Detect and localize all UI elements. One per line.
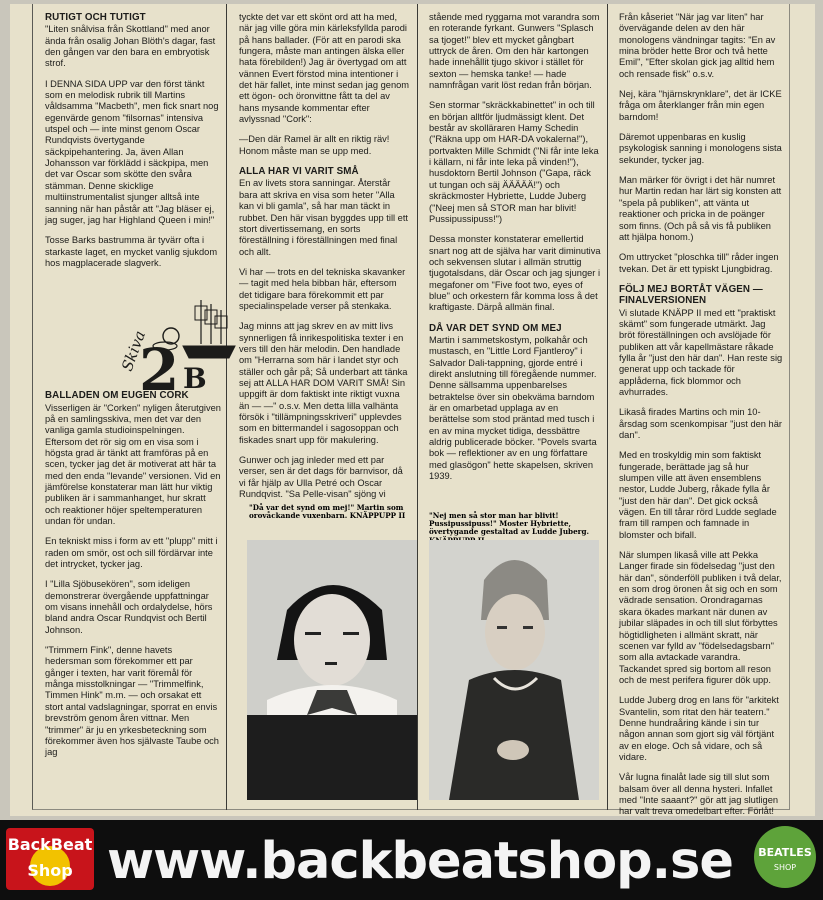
paragraph: Vår lugna finalåt lade sig till slut som balsam över all denna hysteri. Infallet med "Inte saaant?" gör att jag slutligen har valt treva omedelbart efter. Förlåt! xyxy=(619,772,779,817)
shop-logo-line1: BackBeat xyxy=(7,835,93,854)
section-heading: ALLA HAR VI VARIT SMÅ xyxy=(239,166,359,178)
paragraph: Visserligen är "Corken" nyligen återutgiven på en samlingsskiva, men det var den vanliga gamla studioinspelningen. Eftersom det rör sig om en visa som i högsta grad är tänkt att framföras på en scen, tycker jag det är motiverat att här ta med den enda "levande" versionen. Vid en jämförelse konstaterar man lätt hur viktig publiken är i sammanhanget, hur skratt och reaktioner höjer speltemperaturen undan för undan. xyxy=(45,402,221,526)
paragraph: stående med ryggarna mot varandra som en roterande fyrkant. Gunwers "Splasch sa tjoget!" blev ett mycket gångbart uttryck de åren. Om den här kartongen hade innehållit tjugo skivor i stället för sexton — hemska tanke! — hade namnfrågan varit löst redan från början. xyxy=(429,12,600,91)
logo-letter: B xyxy=(183,362,207,395)
paragraph: Martin i sammetskostym, polkahår och mustasch, en "Little Lord Fjantleroy" i Salvador Dali-tappning, gjorde entré i direkt anslutning till föregående nummer. Denne sällsamma uppenbarelses betraktelse över sin obekväma barndom är en omarbetad upplaga av en berättelse som stod präntad med tusch i en av mina mycket tidiga, dessbättre aldrig publicerade böcker. "Povels svarta bok — reflektioner av en ung författare med glasögon" hette skapelsen, skriven 1939. xyxy=(429,334,597,482)
paragraph: Man märker för övrigt i det här numret hur Martin redan har lärt sig konsten att "spela på publiken", att vänta ut reaktioner och pricka in de poänger som finns. (Och på så vis få publiken att hjälpa honom.) xyxy=(619,175,782,242)
photo-caption-1-wrap xyxy=(249,504,414,522)
backbeat-shop-logo[interactable] xyxy=(4,826,96,892)
paragraph: Vi har — trots en del tekniska skavanker — tagit med hela bibban här, eftersom det tidigare bara förekommit ett par specialinspelade verser på stenkaka. xyxy=(239,266,406,311)
paragraph: Jag minns att jag skrev en av mitt livs synnerligen få inrikespolitiska texter i en vers till den här melodin. Den handlade om "Herrarna som här i landet styr och ställer och går på; Så underbart att tänka sej att ALLA HAR DOM VARIT SMÅ! Sin uppgift är dom faktiskt inte riktigt vuxna än — —" o.s.v. Men detta lilla valhänta försök i "tillämpningsskriveri" upplevdes som en bittermandel i sagosoppan och fiskades snart upp för makulering. xyxy=(239,321,408,445)
shop-logo-line2: Shop xyxy=(27,861,73,880)
album-sleeve xyxy=(10,4,815,816)
paragraph: Med en troskyldig min som faktiskt fungerade, berättade jag så hur slumpen ville att även ensemblens nestor, Ludde Juberg, råkade fylla år "just den här dan". Det gick också vägen. En till tårar rörd Ludde seglade fram till rampen och famnade in blomster och bifall. xyxy=(619,450,777,540)
section-heading: DÅ VAR DET SYND OM MEJ xyxy=(429,322,562,334)
paragraph: "Liten snålvisa från Skottland" med anor ända från osalig Johan Blöth's dagar, fast den gången var den bara en embryotisk strof. xyxy=(45,24,216,69)
paragraph: Likaså firades Martins och min 10-årsdag som scenkompisar "just den här dan". xyxy=(619,407,782,440)
paragraph: Ludde Juberg drog en lans för "arkitekt Svantelin, som ritat den här teatern." Denne hundraåring kände i sin tur någon annan som gjort sig väl förtjänt av en eloge. Och så vidare, och så vidare. xyxy=(619,695,779,762)
skiva-2b-logo xyxy=(113,296,243,396)
paragraph: Tosse Barks bastrumma är tyvärr ofta i starkaste laget, en mycket vanlig sjukdom hos magplacerade slagverk. xyxy=(45,235,218,268)
column-divider xyxy=(607,4,608,810)
paragraph: En tekniskt miss i form av ett "plupp" mitt i raden om smör, ost och sill fördärvar inte det intrycket, tycker jag. xyxy=(45,536,218,570)
paragraph: "Trimmern Fink", denne havets hedersman som förekommer ett par gånger i texten, har varit föremål för många misstolkningar — "Trimmelfink, Timmen Hink" m.m. — och orsakat ett stort antal vadslagningar, sporrat en envis brevström genom åren vittnar. Men "trimmer" är ju en yrkesbeteckning som förekommer även hos självaste Taube och jag xyxy=(45,645,219,758)
section-heading: RUTIGT OCH TUTIGT xyxy=(45,12,146,23)
paragraph: Från kåseriet "När jag var liten" har övervägande delen av den här monologens vändningar tagits: "En av mina bröder hette Bror och två hette Emil", "Efter skolan gick jag alltid hem och rensade fisk" o.s.v. xyxy=(619,12,776,79)
beatles-shop-badge[interactable] xyxy=(752,824,818,890)
paragraph: tyckte det var ett skönt ord att ha med, när jag ville göra min kärleksfyllda parodi på hans ballader. (För att en parodi ska fungera, måste man antingen älska eller hata förebilden!) Jag är övertygad om att vännen Evert förstod mina intentioner i det här fallet, inte minst sedan jag genom ett ögon- och öronvittne fått ta del av hans mysande kommentar efter avlyssnad "Cork": xyxy=(239,12,410,125)
logo-script-text: Skiva xyxy=(117,328,150,374)
photo-hybriette xyxy=(429,540,599,800)
badge-line1: BEATLES xyxy=(758,846,812,859)
paragraph: Sen stormar "skräckkabinettet" in och till en början alltför ljudmässigt klent. Det består av skolläraren Hamy Schedin ("Räkna upp om HAR-DA vokalerna!"), portvakten Mille Schmidt ("Ni får inte leka i källarn, ni får inte leka på vinden!"), husdoktorn Bertil Johnson ("Gapa, räck ut tungan och säj ÄÄÄÄÄ!") och skräckmoster Hybriette, Ludde Juberg ("Neej men så STOR man har blivit! Pussipussipuss!") xyxy=(429,100,599,224)
photo-martin xyxy=(247,540,417,800)
logo-number: 2 xyxy=(139,336,180,396)
badge-line2: SHOP xyxy=(773,863,797,872)
photo-caption: "Nej men så stor man har blivit! Pussipussipuss!" Moster Hybriette, övertygande gestaltad av Ludde Juberg. xyxy=(429,511,589,537)
paragraph: Vi slutade KNÄPP II med ett "praktiskt skämt" som fungerade utmärkt. Jag bröt föreställningen och avslöjade för publiken att vår kapellmästare råkade fylla år "just den här dan". Han reste sig generat upp och tackade för applåderna, fick blommor och avhurrades. xyxy=(619,307,783,397)
shop-url[interactable]: www.backbeatshop.se xyxy=(107,832,733,891)
paragraph: När slumpen likaså ville att Pekka Langer firade sin födelsedag "just den här dan", sönderföll publiken i två delar, en som drog öronen åt sig och en som vädrade sensation. Orondragarnas skara ökades markant när dunen av jubilar släpades in och till slut förbyttes högtidligheten i allmänt skratt, när scenen var fylld av "födelsedagsbarn" som alla avtackade varandra. Tackandet spred sig bortom all reson och de mest perifera figurer dök upp. xyxy=(619,550,782,685)
text-column-2 xyxy=(239,12,411,509)
paragraph: I "Lilla Sjöbusekören", som ideligen demonstrerar övergående uppfattningar om visans innehåll och ordalydelse, hörs bland andra Oscar Rundqvist och Bertil Johnson. xyxy=(45,579,213,635)
paragraph: —Den där Ramel är allt en riktig räv! Honom måste man se upp med. xyxy=(239,134,390,156)
paragraph: I DENNA SIDA UPP var den först tänkt som en melodisk rubrik till Martins våldsamma "Macbeth", men fick snart nog egenvärde genom "filsornas" intensiva utspel och — inte minst genom Oscar Rundqvists övertygande säckpipehantering. Ja, även Allan Johansson var förklädd i säckpipa, men det var Oscar som skötte den svåra stämman. Denne skicklige multiinstrumentalist sjunger alltså inte sanning när han påstår att "Jag bläser ej, jag suger, jag har Highland Queen i min!" xyxy=(45,78,219,225)
column-divider xyxy=(226,4,227,810)
paragraph: Däremot uppenbaras en kuslig psykologisk sanning i monologens sista sekunder, tycker jag. xyxy=(619,132,782,165)
text-column-3 xyxy=(429,12,601,491)
liner-notes-page xyxy=(32,4,790,817)
paragraph: En av livets stora sanningar. Återstår bara att skriva en visa som heter "Alla kan vi bli gamla", så har man täckt in rubbet. Den här visan byggdes upp till ett stort divertissemang, en sorts föreställning i föreställningen med final och allt. xyxy=(239,178,408,257)
paragraph: Gunwer och jag inleder med ett par verser, sen är det dags för barnvisor, då vi får hjälp av Ulla Petré och Oscar Rundqvist. "Sa Pelle-visan" sjöng vi xyxy=(239,455,403,500)
section-heading: BALLADEN OM EUGEN CORK xyxy=(45,390,189,402)
text-column-4 xyxy=(619,12,783,827)
column-divider xyxy=(417,4,418,810)
paragraph: Nej, kära "hjärnskrynklare", det är ICKE fråga om återklanger från min egen barndom! xyxy=(619,89,782,122)
shop-banner xyxy=(0,820,823,900)
paragraph: Dessa monster konstaterar emellertid snart nog att de själva har varit diminutiva och sekvensen slutar i allmän struttig tjugotalsdans, där Oscar och jag sjunger i megafoner om "Five foot two, eyes of blue" och orkestern får komma loss å det kraftigaste. Därpå allmän final. xyxy=(429,234,601,313)
paragraph: Om uttrycket "ploschka till" råder ingen tvekan. Det är ett typiskt Ljungbidrag. xyxy=(619,252,779,274)
section-heading: FÖLJ MEJ BORTÅT VÄGEN — FINALVERSIONEN xyxy=(619,283,763,307)
photo-caption: "Då var det synd om mej!" Martin som orovåckande vuxenbarn. KNÄPPUPP II xyxy=(249,503,406,521)
